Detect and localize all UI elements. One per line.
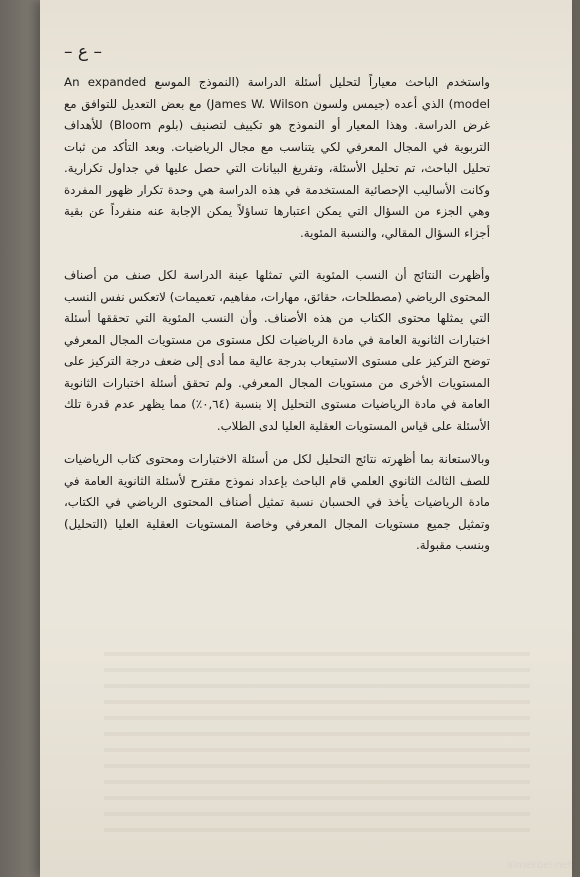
body-text xyxy=(64,72,490,557)
paragraph-proposal: وبالاستعانة بما أظهرته نتائج التحليل لكل من أسئلة الاختبارات ومحتوى كتاب الرياضيات للصف الثالث الثانوي العلمي قام الباحث بإعداد نموذج مقترح لأسئلة الثانوية العامة في مادة الرياضيات يأخذ في الحسبان نسبة تمثيل أصناف المحتوى الرياضي في الكتاب، وتمثيل جميع مستويات المجال المعرفي وخاصة المستويات العقلية العليا (التحليل) وبنسب مقبولة. xyxy=(64,452,490,552)
bleed-through-text xyxy=(104,640,530,840)
paragraph-methodology: واستخدم الباحث معياراً لتحليل أسئلة الدراسة (النموذج الموسع An expanded model) الذي أعده (جيمس ولسون James W. Wilson) مع بعض التعديل للتوافق مع غرض الدراسة. وهذا المعيار أو النموذج هو تكييف لتصنيف (بلوم Bloom) للأهداف التربوية في المجال المعرفي لكي يتناسب مع مجال الرياضيات. وبعد التأكد من ثبات تحليل الباحث، تم تحليل الأسئلة، وتفريغ البيانات التي حصل عليها في جداول تكرارية. وكانت الأساليب الإحصائية المستخدمة في هذه الدراسة هي وحدة تكرار ظهور المفردة وهي الجزء من السؤال التي يمكن اعتبارها تساؤلاً يمكن الإجابة عنه منفرداً عن بقية أجزاء السؤال المقالي، والنسبة المئوية. xyxy=(64,75,491,240)
page-number: – ع – xyxy=(64,42,102,62)
site-watermark: almekbel.net xyxy=(506,860,572,871)
paragraph-results: وأظهرت النتائج أن النسب المئوية التي تمثلها عينة الدراسة لكل صنف من أصناف المحتوى الرياضي (مصطلحات، حقائق، مهارات، مفاهيم، تعميمات) لاتعكس نفس النسب التي يمثلها محتوى الكتاب من هذه الأصناف. وأن النسب المئوية التي تحققها أسئلة اختبارات الثانوية العامة في مادة الرياضيات لكل مستوى من مستويات المجال المعرفي توضح التركيز على مستوى الاستيعاب بدرجة عالية مما أدى إلى ضعف درجة التركيز على المستويات الأخرى من مستويات المجال المعرفي. ولم تحقق أسئلة اختبارات الثانوية العامة في مادة الرياضيات مستوى التحليل إلا بنسبة (٠,٦٤٪) مما يظهر عدم قدرة تلك الأسئلة على قياس المستويات العقلية العليا لدى الطلاب. xyxy=(64,268,490,433)
